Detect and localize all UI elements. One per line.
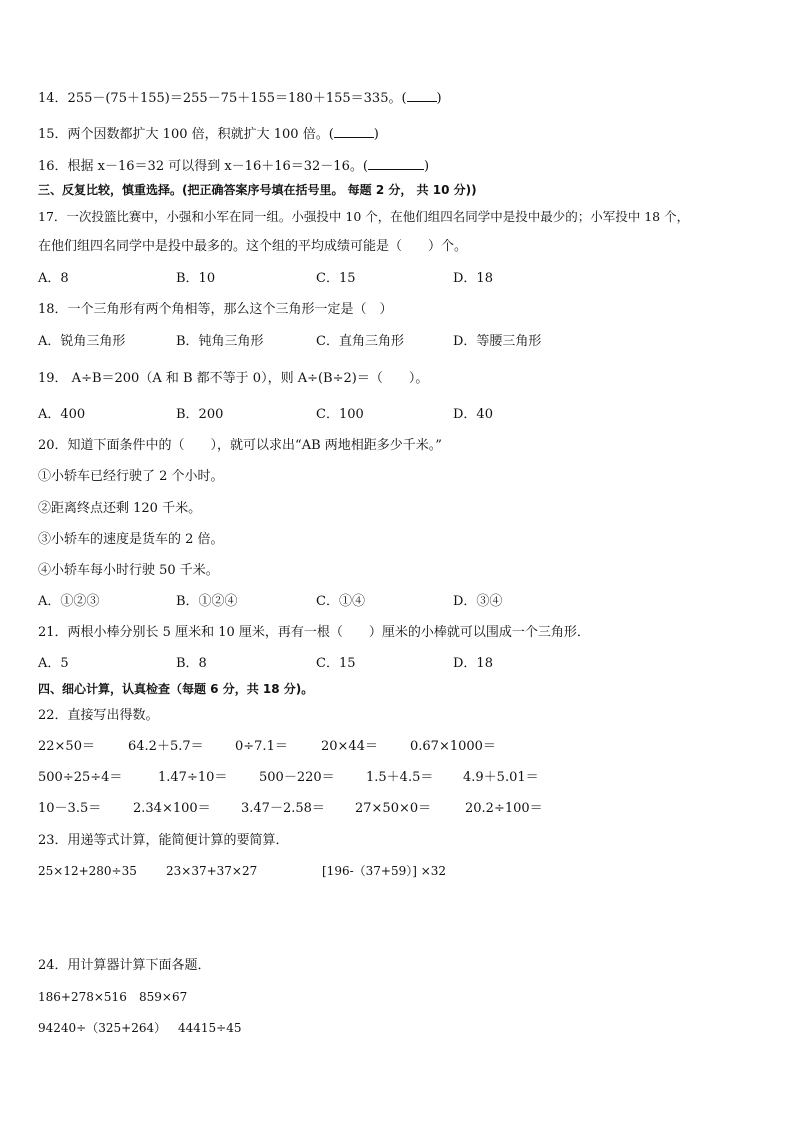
question-14: 14．255－(75＋155)＝255－75＋155＝180＋155＝335。( ): [38, 88, 442, 108]
q22-r1-c1: 22×50＝: [38, 739, 95, 754]
q22-r3-c4: 27×50×0＝: [355, 801, 432, 816]
answer-blank-14[interactable]: [407, 88, 437, 102]
q20-option-c[interactable]: C．①④: [316, 594, 365, 609]
q18-option-a[interactable]: A．锐角三角形: [38, 334, 126, 349]
question-17-line-1: 17．一次投篮比赛中，小强和小军在同一组。小强投中 10 个，在他们组四名同学中是投中最少的；小军投中 18 个，: [38, 209, 690, 224]
q20-condition-1: ①小轿车已经行驶了 2 个小时。: [38, 469, 224, 484]
q19-option-b[interactable]: B．200: [176, 407, 224, 422]
q19-option-c[interactable]: C．100: [316, 407, 364, 422]
q21-option-b[interactable]: B．8: [176, 656, 207, 671]
q22-r2-c2: 1.47÷10＝: [158, 770, 228, 785]
question-15: 15．两个因数都扩大 100 倍，积就扩大 100 倍。( ): [38, 124, 379, 144]
q18-option-b[interactable]: B．钝角三角形: [176, 334, 264, 349]
q20-option-a[interactable]: A．①②③: [38, 594, 100, 609]
q22-r2-c5: 4.9＋5.01＝: [463, 770, 539, 785]
q21-option-c[interactable]: C．15: [316, 656, 356, 671]
section-3-heading: 三、反复比较，慎重选择。(把正确答案序号填在括号里。 每题 2 分， 共 10 分)): [38, 183, 477, 197]
section-4-heading: 四、细心计算，认真检查（每题 6 分，共 18 分)。: [38, 682, 314, 696]
question-14-text: 14．255－(75＋155)＝255－75＋155＝180＋155＝335。(: [38, 91, 407, 106]
q17-option-a[interactable]: A．8: [38, 271, 69, 286]
q21-option-a[interactable]: A．5: [38, 656, 69, 671]
q19-option-d[interactable]: D．40: [453, 407, 493, 422]
question-16-text: 16．根据 x－16＝32 可以得到 x－16＋16＝32－16。(: [38, 159, 368, 174]
q17-option-d[interactable]: D．18: [453, 271, 493, 286]
question-16: 16．根据 x－16＝32 可以得到 x－16＋16＝32－16。( ): [38, 156, 429, 176]
question-23: 23．用递等式计算，能简便计算的要简算．: [38, 833, 289, 848]
question-18: 18．一个三角形有两个角相等，那么这个三角形一定是（ ）: [38, 302, 393, 317]
answer-blank-15[interactable]: [334, 124, 374, 138]
q24-r1-c1: 186+278×516: [38, 990, 127, 1004]
question-19: 19． A÷B＝200（A 和 B 都不等于 0），则 A÷(B÷2)＝（ ）。: [38, 371, 429, 386]
q20-condition-2: ②距离终点还剩 120 千米。: [38, 501, 202, 516]
q20-condition-4: ④小轿车每小时行驶 50 千米。: [38, 563, 219, 578]
question-17-line-2: 在他们组四名同学中是投中最多的。这个组的平均成绩可能是（ ）个。: [38, 239, 468, 254]
q19-option-a[interactable]: A．400: [38, 407, 86, 422]
q20-option-d[interactable]: D．③④: [453, 594, 503, 609]
q23-item-3: [196-（37+59）] ×32: [322, 864, 447, 878]
q23-item-1: 25×12+280÷35: [38, 864, 137, 878]
question-22: 22．直接写出得数。: [38, 708, 159, 723]
q24-r1-c2: 859×67: [139, 990, 188, 1004]
answer-blank-16[interactable]: [368, 156, 424, 170]
q22-r3-c2: 2.34×100＝: [133, 801, 211, 816]
q22-r1-c2: 64.2＋5.7＝: [128, 739, 204, 754]
question-20: 20．知道下面条件中的（ ），就可以求出“AB 两地相距多少千米。”: [38, 438, 442, 453]
question-21: 21．两根小棒分别长 5 厘米和 10 厘米，再有一根（ ）厘米的小棒就可以围成一个三角形．: [38, 625, 590, 640]
q22-r2-c4: 1.5＋4.5＝: [366, 770, 434, 785]
q22-r3-c3: 3.47－2.58＝: [241, 801, 325, 816]
q22-r2-c1: 500÷25÷4＝: [38, 770, 123, 785]
question-24: 24．用计算器计算下面各题．: [38, 958, 211, 973]
q24-r2-c1: 94240÷（325+264）: [38, 1021, 167, 1035]
q22-r3-c5: 20.2÷100＝: [465, 801, 543, 816]
q18-option-d[interactable]: D．等腰三角形: [453, 334, 542, 349]
q22-r1-c5: 0.67×1000＝: [410, 739, 496, 754]
q22-r2-c3: 500－220＝: [259, 770, 335, 785]
question-15-text: 15．两个因数都扩大 100 倍，积就扩大 100 倍。(: [38, 127, 334, 142]
q17-option-c[interactable]: C．15: [316, 271, 356, 286]
q18-option-c[interactable]: C．直角三角形: [316, 334, 404, 349]
q21-option-d[interactable]: D．18: [453, 656, 493, 671]
q17-option-b[interactable]: B．10: [176, 271, 216, 286]
q22-r3-c1: 10－3.5＝: [38, 801, 102, 816]
q22-r1-c4: 20×44＝: [321, 739, 378, 754]
q23-item-2: 23×37+37×27: [166, 864, 258, 878]
q20-condition-3: ③小轿车的速度是货车的 2 倍。: [38, 532, 224, 547]
q20-option-b[interactable]: B．①②④: [176, 594, 238, 609]
q22-r1-c3: 0÷7.1＝: [235, 739, 288, 754]
q24-r2-c2: 44415÷45: [178, 1021, 242, 1035]
